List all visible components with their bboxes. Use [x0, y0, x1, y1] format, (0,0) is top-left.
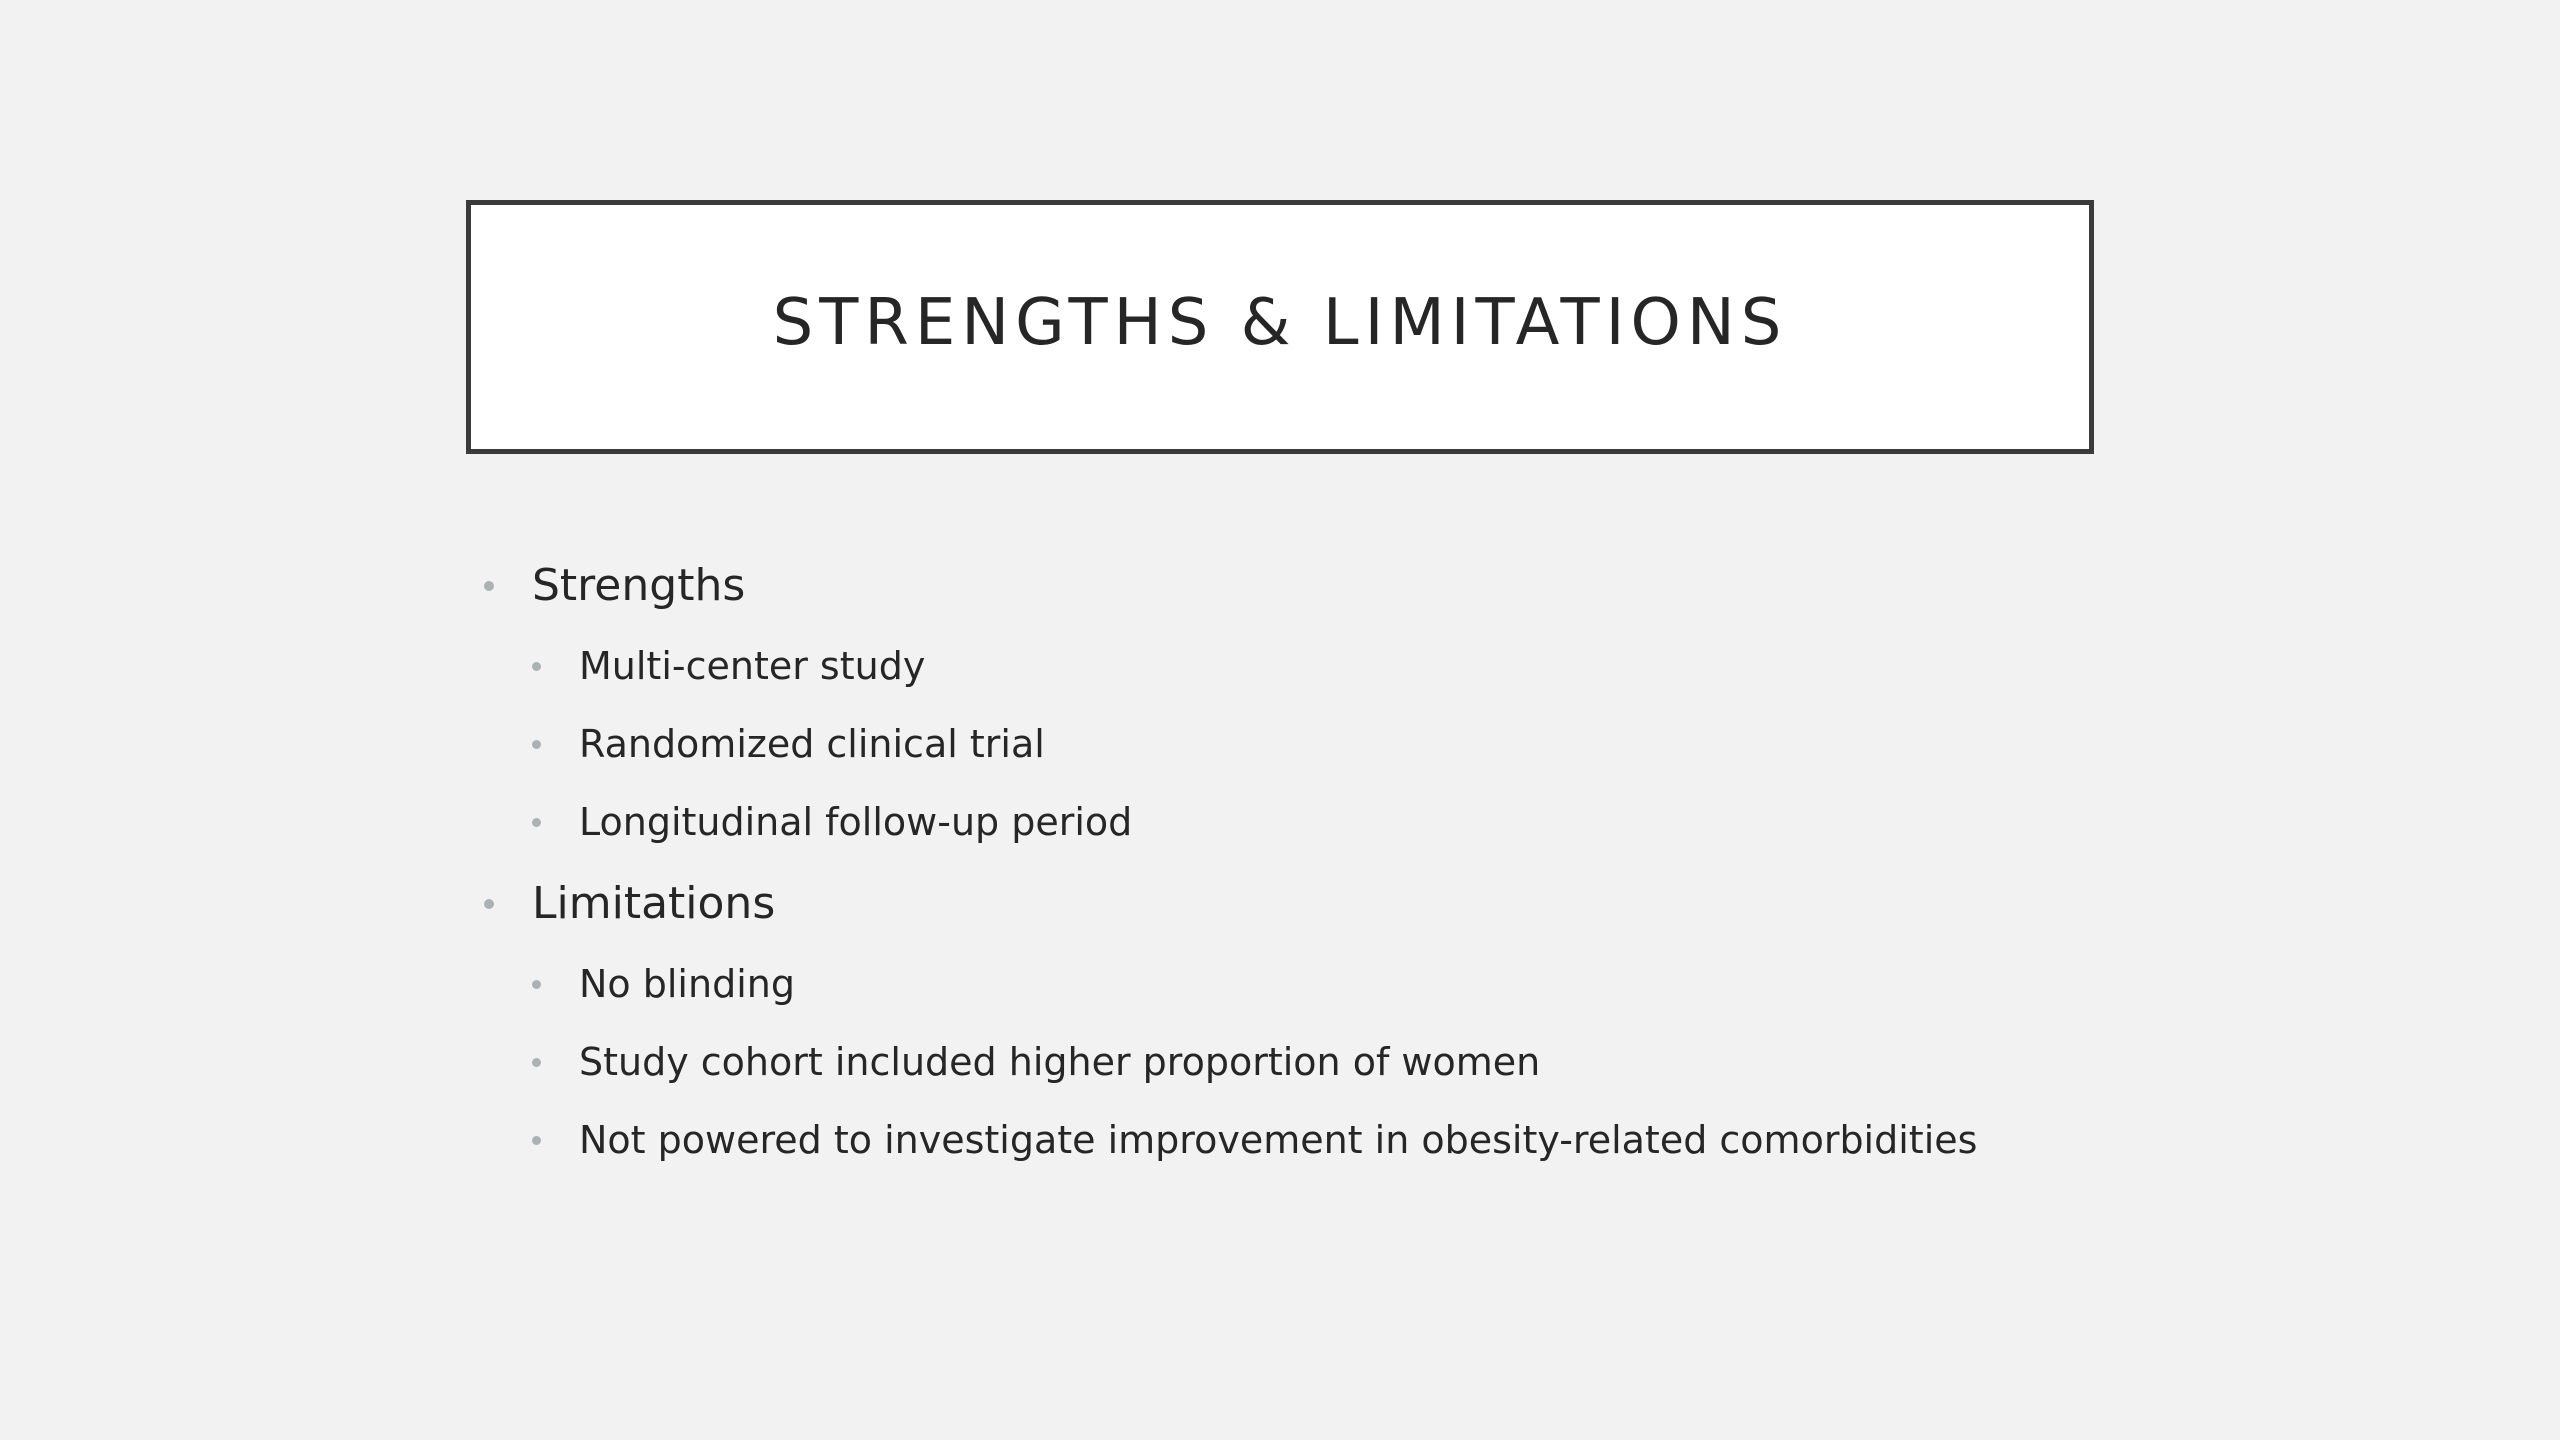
bullet-dot-icon	[532, 980, 541, 989]
bullet-dot-icon	[484, 581, 494, 591]
section-heading-limitations	[484, 878, 775, 929]
list-item	[532, 722, 1045, 766]
list-item-label: No blinding	[579, 962, 795, 1006]
bullet-dot-icon	[532, 1136, 541, 1145]
list-item-label: Not powered to investigate improvement in obesity-related comorbidities	[579, 1118, 1978, 1162]
list-item	[532, 1118, 1977, 1162]
bullet-dot-icon	[532, 818, 541, 827]
list-item	[532, 800, 1132, 844]
list-item-label: Randomized clinical trial	[579, 722, 1045, 766]
title-box	[466, 200, 2094, 454]
section-heading-label: Limitations	[532, 878, 776, 929]
list-item-label: Longitudinal follow-up period	[579, 800, 1133, 844]
slide-title: STRENGTHS & LIMITATIONS	[772, 286, 1788, 360]
list-item	[532, 1040, 1540, 1084]
list-item	[532, 644, 925, 688]
section-heading-strengths	[484, 560, 745, 611]
bullet-dot-icon	[532, 740, 541, 749]
list-item-label: Multi-center study	[579, 644, 926, 688]
section-heading-label: Strengths	[532, 560, 746, 611]
bullet-dot-icon	[484, 899, 494, 909]
list-item	[532, 962, 795, 1006]
bullet-dot-icon	[532, 1058, 541, 1067]
bullet-dot-icon	[532, 662, 541, 671]
list-item-label: Study cohort included higher proportion of women	[579, 1040, 1541, 1084]
